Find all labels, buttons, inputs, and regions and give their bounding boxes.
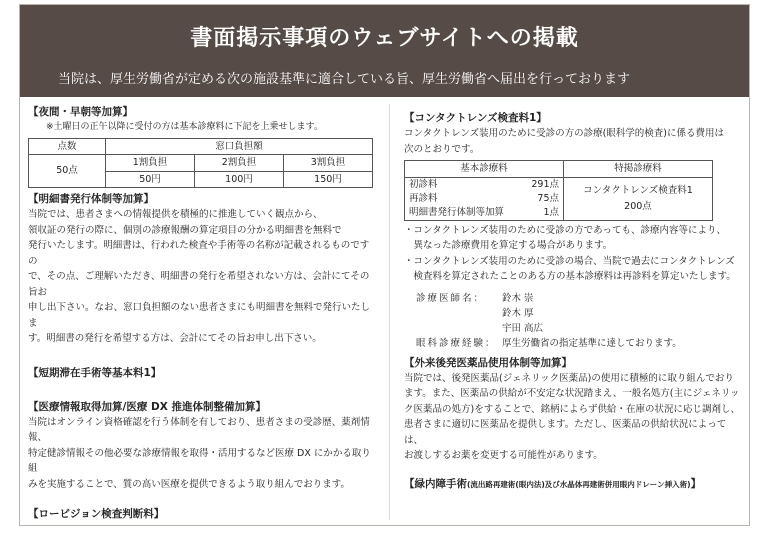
special-fee-header: 特掲診療料 xyxy=(564,161,713,178)
page-subtitle: 当院は、厚生労働省が定める次の施設基準に適合している旨、厚生労働省へ届出を行っております xyxy=(58,72,631,87)
special-fee-cell xyxy=(564,177,713,220)
contact-note: ・コンタクトレンズ装用のために受診の場合、当院で過去にコンタクトレンズ xyxy=(404,255,735,267)
burden-1: 1割負担 xyxy=(106,155,195,172)
doctors-label: 診療医師名： xyxy=(416,292,486,304)
meisai-line: 領収証の発行の際に、個別の診療報酬の算定項目の分かる明細書を無料で xyxy=(28,224,342,236)
iryo-line: 当院はオンライン資格確認を行う体制を有しており、患者さまの受診歴、薬剤情報、 xyxy=(28,416,370,443)
iryo-line: 特定健診情報その他必要な診療情報を取得・活用するなど医療 DX にかかる取り組 xyxy=(28,447,371,474)
generic-line: お渡しするお薬を変更する可能性があります。 xyxy=(404,450,603,461)
meisai-line: 申し出下さい。なお、窓口負担額のない患者さまにも明細書を無料で発行いたしま xyxy=(28,302,371,329)
column-divider xyxy=(389,104,390,520)
fee-item: 明細書発行体制等加算 1点 xyxy=(409,206,559,218)
contact-note: 検査料を算定されたことのある方の基本診療料は再診料を算定いたします。 xyxy=(404,271,736,282)
meisai-line: す。明細書の発行を希望する方は、会計にてその旨お申し出下さい。 xyxy=(28,333,322,344)
generic-line: ク医薬品の処方)をすることで、銘柄によらず供給・在庫の状況に応じ調剤し、 xyxy=(404,403,741,415)
doctor-name: 宇田 高広 xyxy=(502,322,544,334)
meisai-line: で、その点、ご理解いただき、明細書の発行を希望されない方は、会計にてその旨お xyxy=(28,271,370,298)
night-note: ※土曜日の正午以降に受付の方は基本診療料に下記を上乗せします。 xyxy=(46,122,323,132)
iryo-heading: 【医療情報取得加算/医療 DX 推進体制整備加算】 xyxy=(28,400,266,413)
basic-fee-cell xyxy=(405,177,564,220)
amount-2: 100円 xyxy=(195,171,284,188)
contact-heading: 【コンタクトレンズ検査料1】 xyxy=(404,112,547,124)
burden-2: 2割負担 xyxy=(195,155,284,172)
basic-fee-header: 基本診療料 xyxy=(405,161,564,178)
contact-fee-table xyxy=(404,160,713,221)
right-column xyxy=(404,104,742,493)
special-fee-name: コンタクトレンズ検査料1 xyxy=(583,185,693,196)
doctor-info xyxy=(404,291,742,351)
contact-intro: コンタクトレンズ装用のために受診の方の診療(眼科学的検査)に係る費用は xyxy=(404,128,725,139)
header-banner xyxy=(20,5,749,97)
contact-intro: 次のとおりです。 xyxy=(404,143,480,155)
points-header: 点数 xyxy=(29,138,106,155)
doctor-name: 鈴木 厚 xyxy=(502,307,534,319)
points-value: 50点 xyxy=(29,155,106,188)
copay-table xyxy=(28,138,373,189)
fee-item: 初診料 291点 xyxy=(409,178,559,190)
generic-line: 当院では、後発医薬品(ジェネリック医薬品)の使用に積極的に取り組んでおり xyxy=(404,372,734,384)
meisai-heading: 【明細書発行体制等加算】 xyxy=(28,193,154,205)
generic-line: ます。また、医薬品の供給が不安定な状況踏まえ、一般名処方(主にジェネリッ xyxy=(404,388,740,399)
contact-note: ・コンタクトレンズ装用のために受診の方であっても、診療内容等により、 xyxy=(404,224,727,236)
meisai-line: 当院では、患者さまへの情報提供を積極的に推進していく観点から、 xyxy=(28,209,323,220)
experience-label: 眼科診療経験： xyxy=(416,337,497,349)
tanki-heading: 【短期滞在手術等基本料1】 xyxy=(28,366,162,379)
fee-item: 再診料 75点 xyxy=(409,192,559,204)
burden-3: 3割負担 xyxy=(284,155,373,172)
experience-text: 厚生労働省の指定基準に達しております。 xyxy=(502,337,682,349)
iryo-line: みを実施することで、質の高い医療を提供できるよう取り組んでおります。 xyxy=(28,478,351,490)
amount-3: 150円 xyxy=(284,171,373,188)
amount-1: 50円 xyxy=(106,171,195,188)
copay-header: 窓口負担額 xyxy=(106,138,373,155)
cataract-heading: 【緑内障手術(流出路再建術(眼内法)及び水晶体再建術併用眼内ドレーン挿入術)】 xyxy=(404,477,702,490)
page-title: 書面掲示事項のウェブサイトへの掲載 xyxy=(190,26,579,51)
doctor-name: 鈴木 崇 xyxy=(502,292,534,304)
meisai-line: 発行いたします。明細書は、行われた検査や手術等の名称が記載されるものですの xyxy=(28,240,370,267)
special-fee-points: 200点 xyxy=(624,200,652,212)
generic-line: 患者さまに適切に医薬品を提供します。ただし、医薬品の供給状況によっては、 xyxy=(404,419,727,446)
generic-heading: 【外来後発医薬品使用体制等加算】 xyxy=(404,356,572,369)
contact-note: 異なった診療費用を算定する場合があります。 xyxy=(404,240,613,251)
night-heading: 【夜間・早朝等加算】 xyxy=(28,106,133,118)
lowvision-heading: 【ロービジョン検査判断料】 xyxy=(28,508,165,520)
left-column xyxy=(28,104,378,522)
